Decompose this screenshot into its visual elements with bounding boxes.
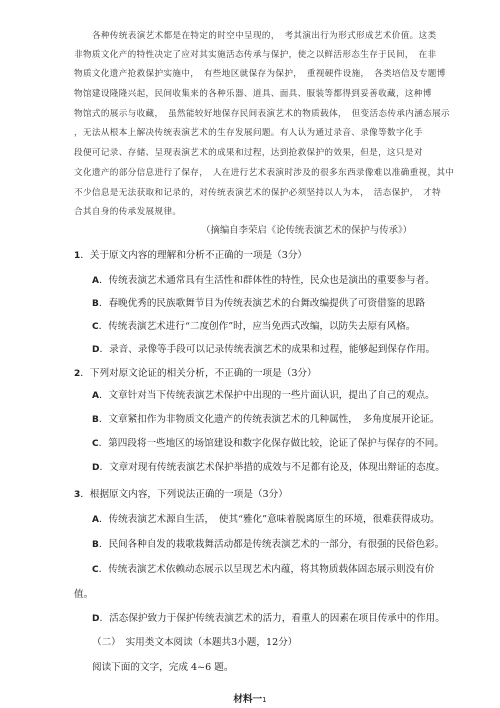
option-letter: B (92, 299, 99, 309)
option-letter: A (92, 391, 99, 401)
question-3-option-c-continuation: 值。 (74, 589, 94, 600)
footer-label: 材料一 (233, 694, 263, 705)
option-letter: D (92, 463, 100, 473)
option-letter: D (92, 614, 100, 624)
footer-page-number: 1 (262, 696, 267, 704)
passage-line: 不少信息是无法获取和记录的，对传统表演艺术的保护必须坚持以人为本， 活态保护， 才特 (74, 188, 442, 198)
option-letter: D (92, 345, 100, 355)
passage-line: 各种传统表演艺术都是在特定的时空中呈现的， 考其演出行为形式形成艺术价值。这类 (92, 31, 437, 41)
passage-line: 物馆式的展示与收藏， 虽然能较好地保存民间表演艺术的物质载体， 但变活态传承内涵态展示 (74, 109, 450, 119)
question-text: ．关于原文内容的理解和分析不正确的一项是（3分） (80, 250, 308, 261)
option-letter: B (92, 540, 99, 550)
question-2-option-b (92, 411, 439, 425)
question-1-option-c (92, 318, 415, 332)
option-text: ．传统表演艺术源自生活， 使其“雅化”意味着脱离原生的环境，很难获得成功。 (98, 514, 440, 525)
option-text: ．民间各种自发的栽歌栽舞活动都是传统表演艺术的一部分，有很强的民俗色彩。 (98, 539, 445, 550)
question-2-stem (74, 365, 317, 379)
question-1-option-d (92, 341, 435, 355)
question-3-stem (74, 486, 288, 500)
question-3-option-a (92, 511, 440, 525)
option-text: ．活态保护致力于保护传统表演艺术的活力，看重人的因素在项目传承中的作用。 (99, 613, 445, 624)
passage-line: 物馆建设隆隆兴起，民间收集来的各种乐器、道具、面具、服装等都得到妥善收藏，这种博 (74, 89, 432, 99)
question-2-option-a (92, 387, 435, 401)
option-text: ．传统表演艺术通常具有生活性和群体性的特性，民众也是演出的重要参与者。 (98, 275, 435, 286)
option-letter: A (92, 515, 99, 525)
option-text: ．文章紧扣作为非物质文化遗产的传统表演艺术的几种属性， 多角度展开论证。 (98, 414, 440, 425)
question-3-option-c (92, 561, 434, 575)
option-text: ．传统表演艺术进行“二度创作”时，应当免西式改编，以防失去原有风格。 (98, 321, 416, 332)
option-text: ．传统表演艺术依赖动态展示以呈现艺术内蕴，将其物质载体固态展示则没有价 (98, 564, 435, 575)
question-text: ．根据原文内容，下列说法正确的一项是（3分） (80, 489, 288, 500)
option-letter: A (92, 276, 99, 286)
passage-line: 合其自身的传承发展规律。 (74, 207, 182, 217)
passage-line: 物质文化遗产抢救保护实施中， 有些地区就保存为保护， 重视硬件设施， 各类培信及专题博 (74, 69, 446, 79)
section-instruction: 阅读下面的文字，完成 4~6 题。 (92, 662, 234, 673)
question-number: 1 (74, 251, 81, 261)
question-1-option-a (92, 272, 435, 286)
section-title: （二） 实用类文本阅读（本题共3小题，12分） (92, 637, 298, 648)
question-2-option-c (92, 435, 444, 449)
option-letter: C (92, 439, 99, 449)
option-text: ．春晚优秀的民族歌舞节目为传统表演艺术的台舞改编提供了可资借鉴的思路 (98, 298, 426, 309)
question-1-option-b (92, 295, 425, 309)
question-3-option-b (92, 536, 444, 550)
option-letter: C (92, 565, 99, 575)
question-1-stem (74, 247, 307, 261)
passage-line: 文化遗产的部分信息进行了保存， 人在进行艺术表演时涉及的很多东西录像难以准确重视，其中 (74, 168, 455, 178)
question-2-option-d (92, 459, 445, 473)
question-number: 3 (74, 490, 81, 500)
option-letter: B (92, 415, 99, 425)
question-number: 2 (74, 369, 81, 379)
option-text: ．文章针对当下传统表演艺术保护中出现的一些片面认识，提出了自己的观点。 (98, 390, 435, 401)
option-letter: C (92, 322, 99, 332)
passage-line: 段便可记录、存储、呈现表演艺术的成果和过程，达到抢救保护的效果，但是，这只是对 (74, 148, 423, 158)
passage-line: 非物质文化产的特性决定了应对其实施活态传承与保护，使之以鲜活形态生存于民间， 在非 (74, 50, 437, 60)
page-footer (0, 691, 500, 705)
option-text: ．录音、录像等手段可以记录传统表演艺术的成果和过程，能够起到保存作用。 (99, 344, 436, 355)
passage-line: ，无法从根本上解决传统表演艺术的生存发展问题。有人认为通过录音、录像等数字化手 (74, 128, 423, 138)
question-3-option-d (92, 610, 445, 624)
passage-source: （摘编自李荣启《论传统表演艺术的保护与传承》） (201, 225, 412, 236)
question-text: ．下列对原文论证的相关分析，不正确的一项是（3分） (80, 368, 317, 379)
option-text: ．第四段将一些地区的场馆建设和数字化保存做比较，论证了保护与保存的不同。 (98, 438, 444, 449)
option-text: ．文章对现有传统表演艺术保护举措的成效与不足都有论及，体现出辩证的态度。 (99, 462, 445, 473)
